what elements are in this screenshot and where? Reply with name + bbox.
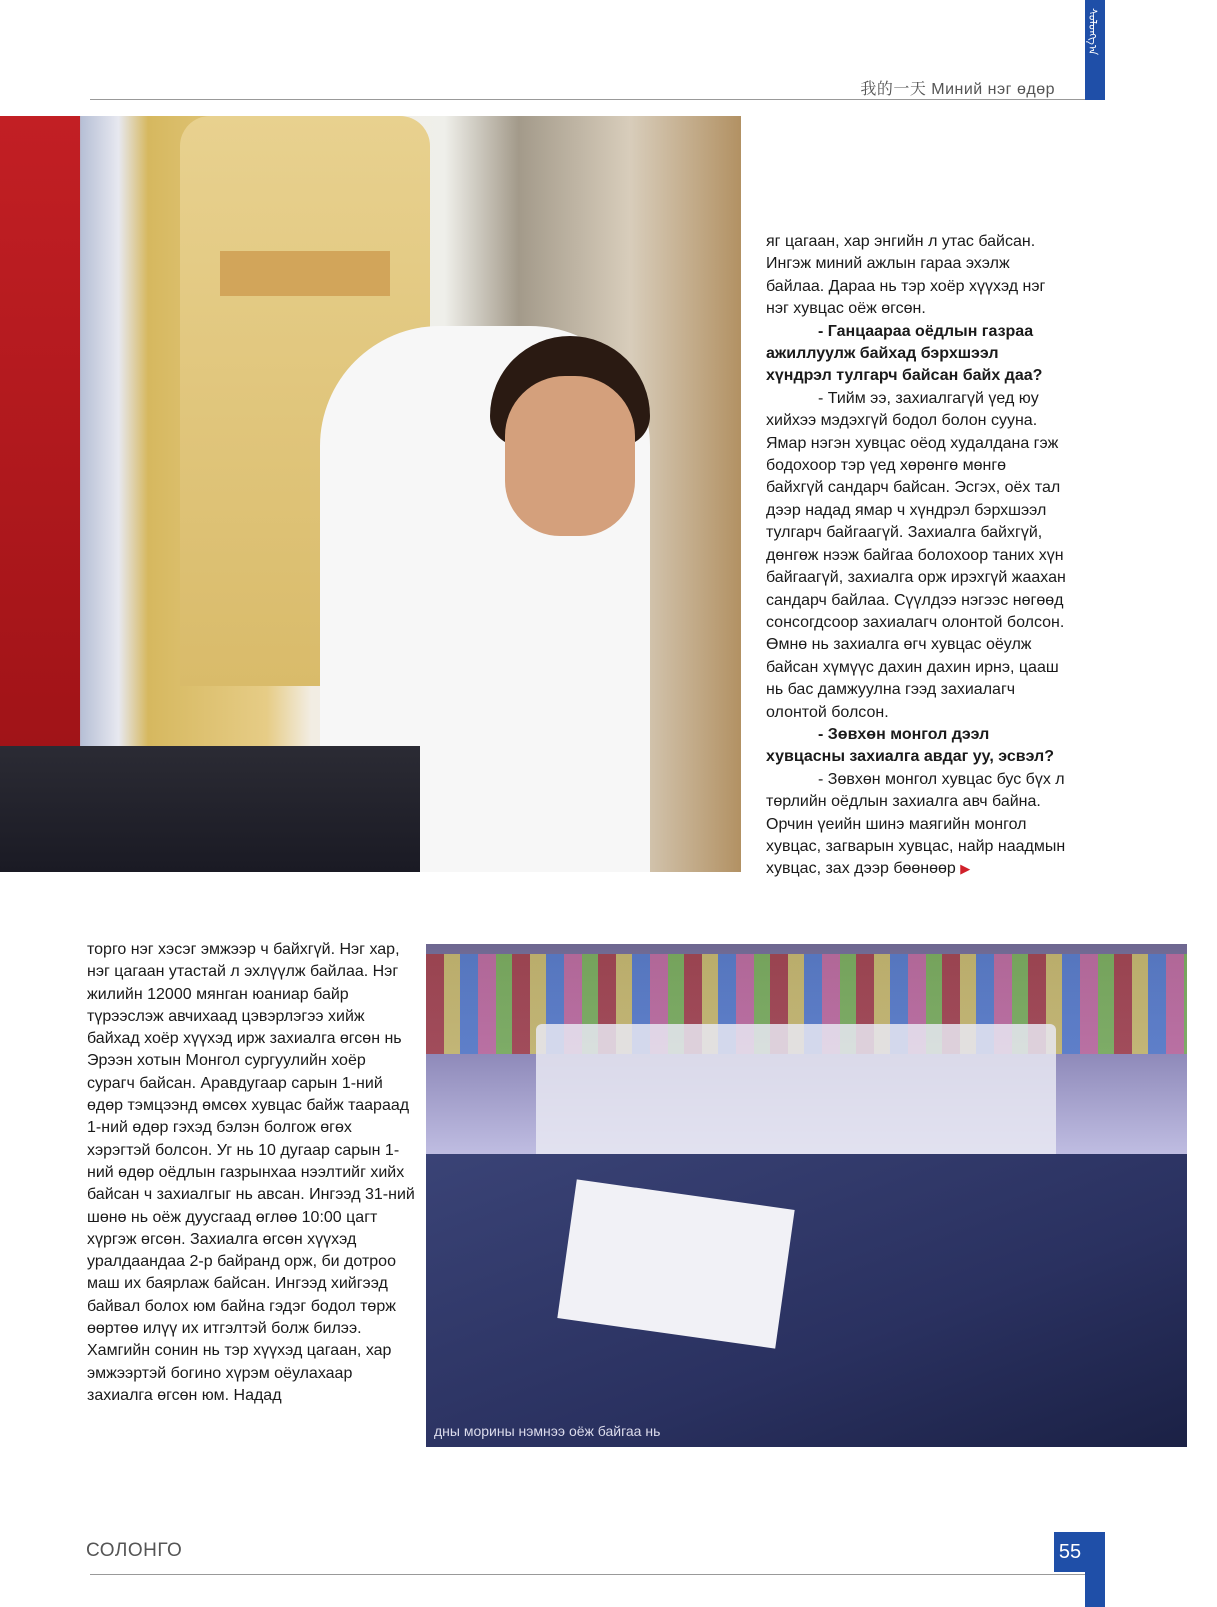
blue-fabric: [426, 1154, 1187, 1447]
interview-question: - Ганцаараа оёдлын газраа ажиллуулж байхад бэрхшээл хүндрэл тулгарч байсан байх даа?: [766, 322, 1043, 385]
magazine-name: СОЛОНГО: [86, 1540, 183, 1561]
side-label: ᠰᠣᠯᠣᠩᠭ᠎ᠠ: [1086, 8, 1099, 56]
footer-divider: [90, 1574, 1085, 1575]
embroidery-machine: [536, 1024, 1056, 1164]
page-number: 55: [1054, 1532, 1086, 1572]
tailor-photo: [0, 116, 741, 872]
header-divider: [90, 99, 1085, 100]
bottom-side-tab: [1085, 1532, 1105, 1607]
right-text-column: [766, 231, 1066, 881]
photo-caption: дны морины нэмнээ оёж байгаа нь: [434, 1423, 661, 1439]
paragraph: торго нэг хэсэг эмжээр ч байхгүй. Нэг хар, нэг цагаан утастай л эхлүүлж байлаа. Нэг жилийн 12000 мянган юаниар байр түрээслэж авчихаад цэвэрлэгээ хийж байхад хоёр хүүхэд ирж захиалга өгсөн нь Эрээн хотын Монгол сургуулийн хоёр сурагч байсан. Аравдугаар сарын 1-ний өдөр тэмцээнд өмсөх хувцас байж таараад 1-ний өдөр гэхэд бэлэн болгож өгөх хэрэгтэй болсон. Уг нь 10 дугаар сарын 1-ний өдөр оёдлын газрынхаа нээлтийг хийх байсан ч захиалгыг нь авсан. Ингээд 31-ний шөнө нь оёж дуусгаад өглөө 10:00 цагт хүргэж өгсөн. Захиалга өгсөн хүүхэд уралдаандаа 2-р байранд орж, би дотроо маш их баярлаж байсан. Ингээд хийгээд байвал болох юм байна гэдэг бодол төрж өөртөө илүү их итгэлтэй болж билээ. Хамгийн сонин нь тэр хүүхэд цагаан, хар эмжээртэй богино хүрэм оёулахаар захиалга өгсөн юм. Надад: [87, 941, 415, 1404]
answer-text: - Зөвхөн монгол хувцас бус бүх л төрлийн оёдлын захиалга авч байна. Орчин үеийн шинэ маягийн монгол хувцас, загварын хувцас, найр наадмын хувцас, зах дээр бөөнөөр: [766, 770, 1066, 878]
section-header: 我的一天 Миний нэг өдөр: [860, 81, 1055, 98]
shelf: [0, 746, 420, 872]
woman-face: [505, 376, 635, 536]
interview-answer: [766, 769, 1066, 881]
top-side-tab: [1085, 0, 1105, 100]
continue-arrow-icon: ▶: [960, 861, 971, 877]
paragraph: яг цагаан, хар энгийн л утас байсан. Ингэж миний ажлын гараа эхэлж байлаа. Дараа нь тэр хоёр хүүхэд нэг нэг хувцас оёж өгсөн.: [766, 233, 1046, 318]
interview-answer: - Тийм ээ, захиалгагүй үед юу хийхээ мэдэхгүй бодол болон сууна. Ямар нэгэн хувцас оёод худалдана гэж бодохоор тэр үед хөрөнгө мөнгө байхгүй сандарч байсан. Эсгэх, оёх тал дээр надад ямар ч хүндрэл бэрхшээл тулгарч байгаагүй. Захиалга байхгүй, дөнгөж нээж байгаа болохоор таних хүн байгаагүй, захиалга орж ирэхгүй жаахан сандарч байлаа. Сүүлдээ нэгээс нөгөөд сонсогдсоор захиалагч олонтой болсон. Өмнө нь захиалга өгч хувцас оёулж байсан хүмүүс дахин дахин ирнэ, цааш нь бас дамжуулна гээд захиалагч олонтой болсон.: [766, 389, 1066, 721]
left-text-column: [87, 939, 417, 1407]
dress-sash: [220, 251, 390, 296]
interview-question: - Зөвхөн монгол дээл хувцасны захиалга авдаг уу, эсвэл?: [766, 725, 1054, 766]
embroidery-machine-photo: [426, 944, 1187, 1447]
